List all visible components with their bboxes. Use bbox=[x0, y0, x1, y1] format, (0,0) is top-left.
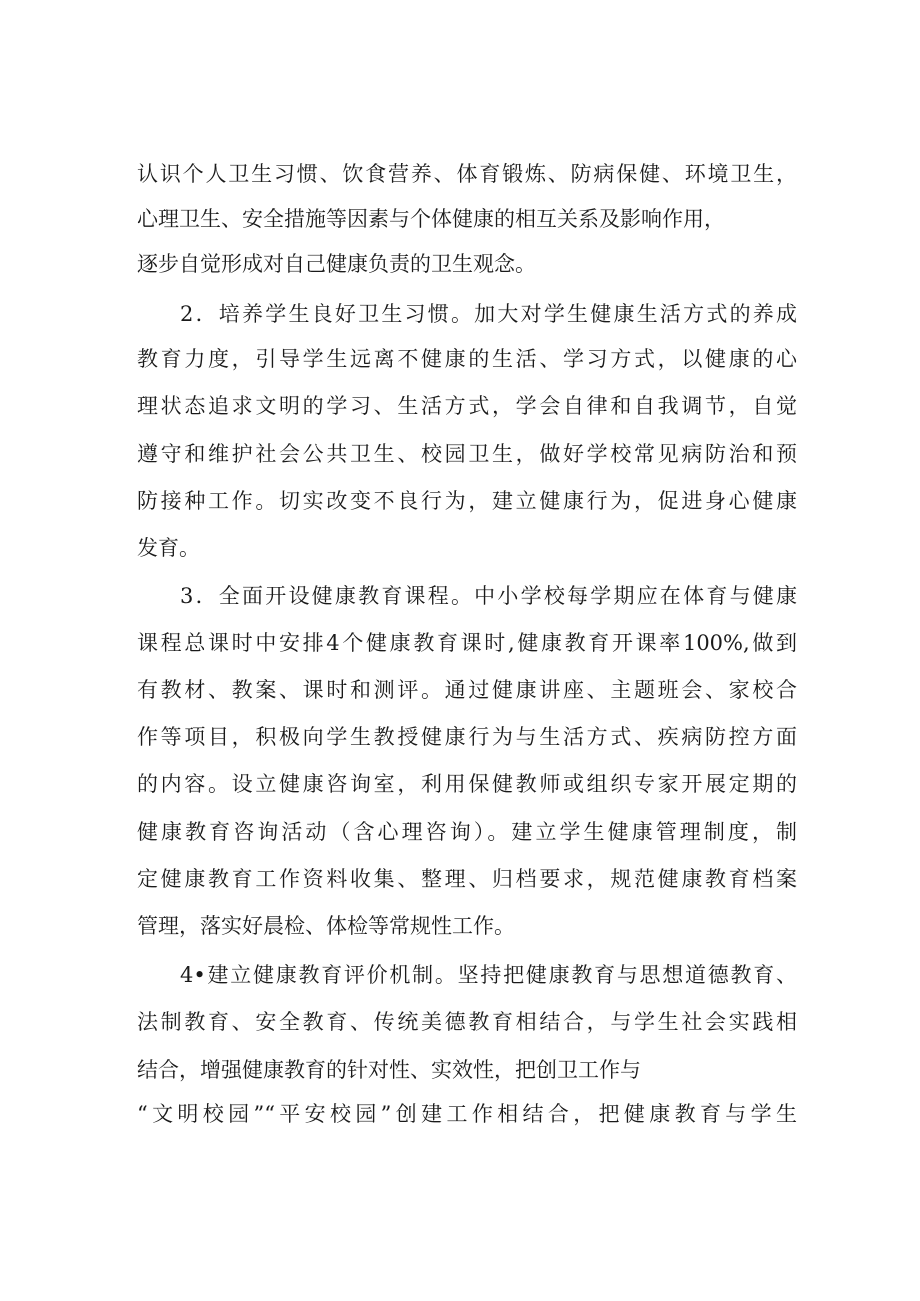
text-line: 定健康教育工作资料收集、整理、归档要求，规范健康教育档案 bbox=[137, 867, 797, 891]
text-line: 结合，增强健康教育的针对性、实效性，把创卫工作与 bbox=[137, 1058, 641, 1082]
text-line: 作等项目，积极向学生教授健康行为与生活方式、疾病防控方面 bbox=[137, 725, 797, 749]
text-line: 发育。 bbox=[137, 536, 200, 560]
text-line: 防接种工作。切实改变不良行为，建立健康行为，促进身心健康 bbox=[137, 489, 797, 513]
text-line: 逐步自觉形成对自己健康负责的卫生观念。 bbox=[137, 252, 536, 276]
text-line: 4•建立健康教育评价机制。坚持把健康教育与思想道德教育、 bbox=[180, 963, 797, 987]
text-line: 遵守和维护社会公共卫生、校园卫生，做好学校常见病防治和预 bbox=[137, 442, 797, 466]
text-line: 理状态追求文明的学习、生活方式，学会自律和自我调节，自觉 bbox=[137, 394, 797, 418]
text-line: 课程总课时中安排4个健康教育课时,健康教育开课率100%,做到 bbox=[137, 631, 797, 655]
text-line: 2．培养学生良好卫生习惯。加大对学生健康生活方式的养成 bbox=[180, 302, 797, 326]
text-line: 管理，落实好晨检、体检等常规性工作。 bbox=[137, 914, 515, 938]
text-line: 心理卫生、安全措施等因素与个体健康的相互关系及影响作用， bbox=[137, 207, 725, 231]
text-line: 认识个人卫生习惯、饮食营养、体育锻炼、防病保健、环境卫生， bbox=[137, 162, 797, 186]
text-line: 有教材、教案、课时和测评。通过健康讲座、主题班会、家校合 bbox=[137, 678, 797, 702]
text-line: “文明校园”“平安校园”创建工作相结合，把健康教育与学生 bbox=[137, 1102, 797, 1126]
text-line: 教育力度，引导学生远离不健康的生活、学习方式，以健康的心 bbox=[137, 347, 797, 371]
text-line: 健康教育咨询活动（含心理咨询）。建立学生健康管理制度，制 bbox=[137, 820, 797, 844]
text-line: 的内容。设立健康咨询室，利用保健教师或组织专家开展定期的 bbox=[137, 772, 797, 796]
text-line: 法制教育、安全教育、传统美德教育相结合，与学生社会实践相 bbox=[137, 1010, 797, 1034]
text-line: 3．全面开设健康教育课程。中小学校每学期应在体育与健康 bbox=[180, 584, 797, 608]
